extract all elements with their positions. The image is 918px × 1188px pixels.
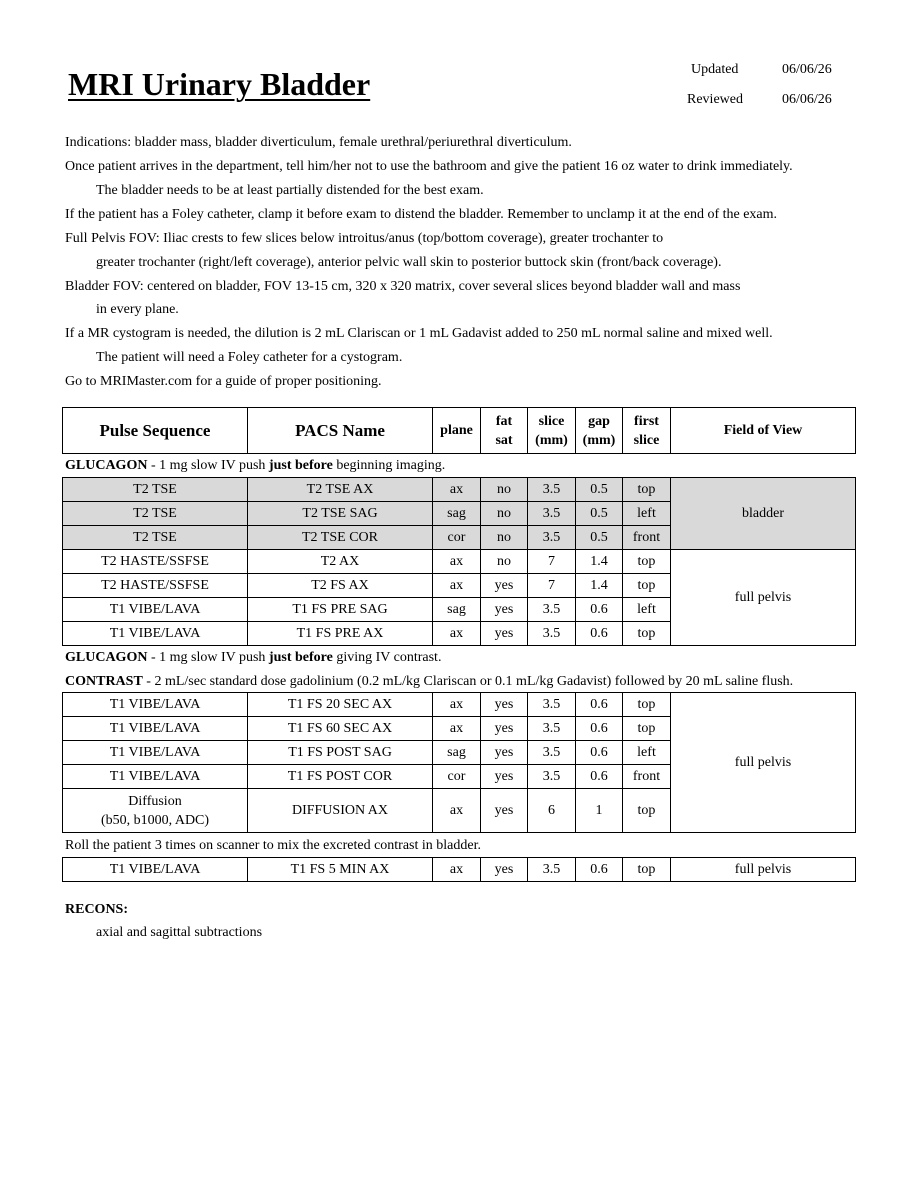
- updated-label: Updated: [691, 62, 739, 77]
- fov-cell: bladder: [671, 478, 856, 550]
- header-slice: slice (mm): [528, 408, 576, 454]
- fov-cell: full pelvis: [671, 693, 856, 833]
- instruction-line: Bladder FOV: centered on bladder, FOV 13-15 cm, 320 x 320 matrix, cover several slices beyond bladder wall and mass: [65, 279, 741, 294]
- header-gap: gap (mm): [576, 408, 623, 454]
- instruction-line: If a MR cystogram is needed, the dilution is 2 mL Clariscan or 1 mL Gadavist added to 250 mL normal saline and mixed well.: [65, 326, 773, 341]
- table-row: T1 VIBE/LAVA T1 FS 20 SEC AX ax yes 3.5 0.6 top full pelvis: [63, 693, 856, 717]
- instruction-line: Indications: bladder mass, bladder diverticulum, female urethral/periurethral diverticulum.: [65, 135, 572, 150]
- table-row: T2 HASTE/SSFSE T2 FS AX ax yes 7 1.4 top: [63, 574, 856, 598]
- instruction-line: The bladder needs to be at least partially distended for the best exam.: [96, 183, 484, 198]
- header-fat-sat: fat sat: [481, 408, 528, 454]
- sequence-table-header: [62, 407, 856, 454]
- table-row: T1 VIBE/LAVA T1 FS PRE AX ax yes 3.5 0.6 top: [63, 622, 856, 646]
- instruction-line: Once patient arrives in the department, tell him/her not to use the bathroom and give the patient 16 oz water to drink immediately.: [65, 159, 793, 174]
- fov-cell: full pelvis: [671, 550, 856, 646]
- header-plane: plane: [433, 408, 481, 454]
- page-title: MRI Urinary Bladder: [68, 66, 371, 102]
- contrast-note: CONTRAST - 2 mL/sec standard dose gadolinium (0.2 mL/kg Clariscan or 0.1 mL/kg Gadavist) followed by 20 mL saline flush.: [65, 674, 794, 689]
- table-row: T1 VIBE/LAVA T1 FS PRE SAG sag yes 3.5 0.6 left: [63, 598, 856, 622]
- table-row: T1 VIBE/LAVA T1 FS 60 SEC AX ax yes 3.5 0.6 top: [63, 717, 856, 741]
- fov-cell: full pelvis: [671, 858, 856, 882]
- header-pulse-sequence: Pulse Sequence: [63, 408, 248, 454]
- glucagon-note-1: GLUCAGON - 1 mg slow IV push just before beginning imaging.: [65, 458, 446, 473]
- table-row: T1 VIBE/LAVA T1 FS POST COR cor yes 3.5 0.6 front: [63, 765, 856, 789]
- table-row: Diffusion (b50, b1000, ADC) DIFFUSION AX ax yes 6 1 top: [63, 789, 856, 833]
- header-pacs-name: PACS Name: [248, 408, 433, 454]
- table-row: T1 VIBE/LAVA T1 FS 5 MIN AX ax yes 3.5 0.6 top full pelvis: [63, 858, 856, 882]
- header-field-of-view: Field of View: [671, 408, 856, 454]
- roll-note: Roll the patient 3 times on scanner to mix the excreted contrast in bladder.: [65, 838, 481, 853]
- recons-label: RECONS:: [65, 902, 129, 917]
- reviewed-label: Reviewed: [687, 92, 743, 107]
- header-first-slice: first slice: [623, 408, 671, 454]
- table-row: T2 HASTE/SSFSE T2 AX ax no 7 1.4 top full pelvis: [63, 550, 856, 574]
- instruction-line: If the patient has a Foley catheter, clamp it before exam to distend the bladder. Remember to unclamp it at the end of the exam.: [65, 207, 778, 222]
- sequence-table-delayed: [62, 857, 856, 882]
- table-row: T2 TSE T2 TSE AX ax no 3.5 0.5 top bladder: [63, 478, 856, 502]
- instruction-line: greater trochanter (right/left coverage), anterior pelvic wall skin to posterior buttock skin (front/back coverage).: [96, 255, 722, 270]
- instruction-line: in every plane.: [96, 302, 179, 317]
- instruction-line: Go to MRIMaster.com for a guide of proper positioning.: [65, 374, 382, 389]
- table-row: T1 VIBE/LAVA T1 FS POST SAG sag yes 3.5 0.6 left: [63, 741, 856, 765]
- glucagon-note-2: GLUCAGON - 1 mg slow IV push just before giving IV contrast.: [65, 650, 442, 665]
- sequence-table-post: [62, 692, 856, 833]
- updated-date: 06/06/26: [782, 62, 832, 77]
- instruction-line: Full Pelvis FOV: Iliac crests to few slices below introitus/anus (top/bottom coverage), greater trochanter to: [65, 231, 664, 246]
- table-row: T2 TSE T2 TSE COR cor no 3.5 0.5 front: [63, 526, 856, 550]
- recons-text: axial and sagittal subtractions: [96, 925, 263, 940]
- sequence-table-pre: [62, 477, 856, 646]
- reviewed-date: 06/06/26: [782, 92, 832, 107]
- instruction-line: The patient will need a Foley catheter for a cystogram.: [96, 350, 403, 365]
- table-row: T2 TSE T2 TSE SAG sag no 3.5 0.5 left: [63, 502, 856, 526]
